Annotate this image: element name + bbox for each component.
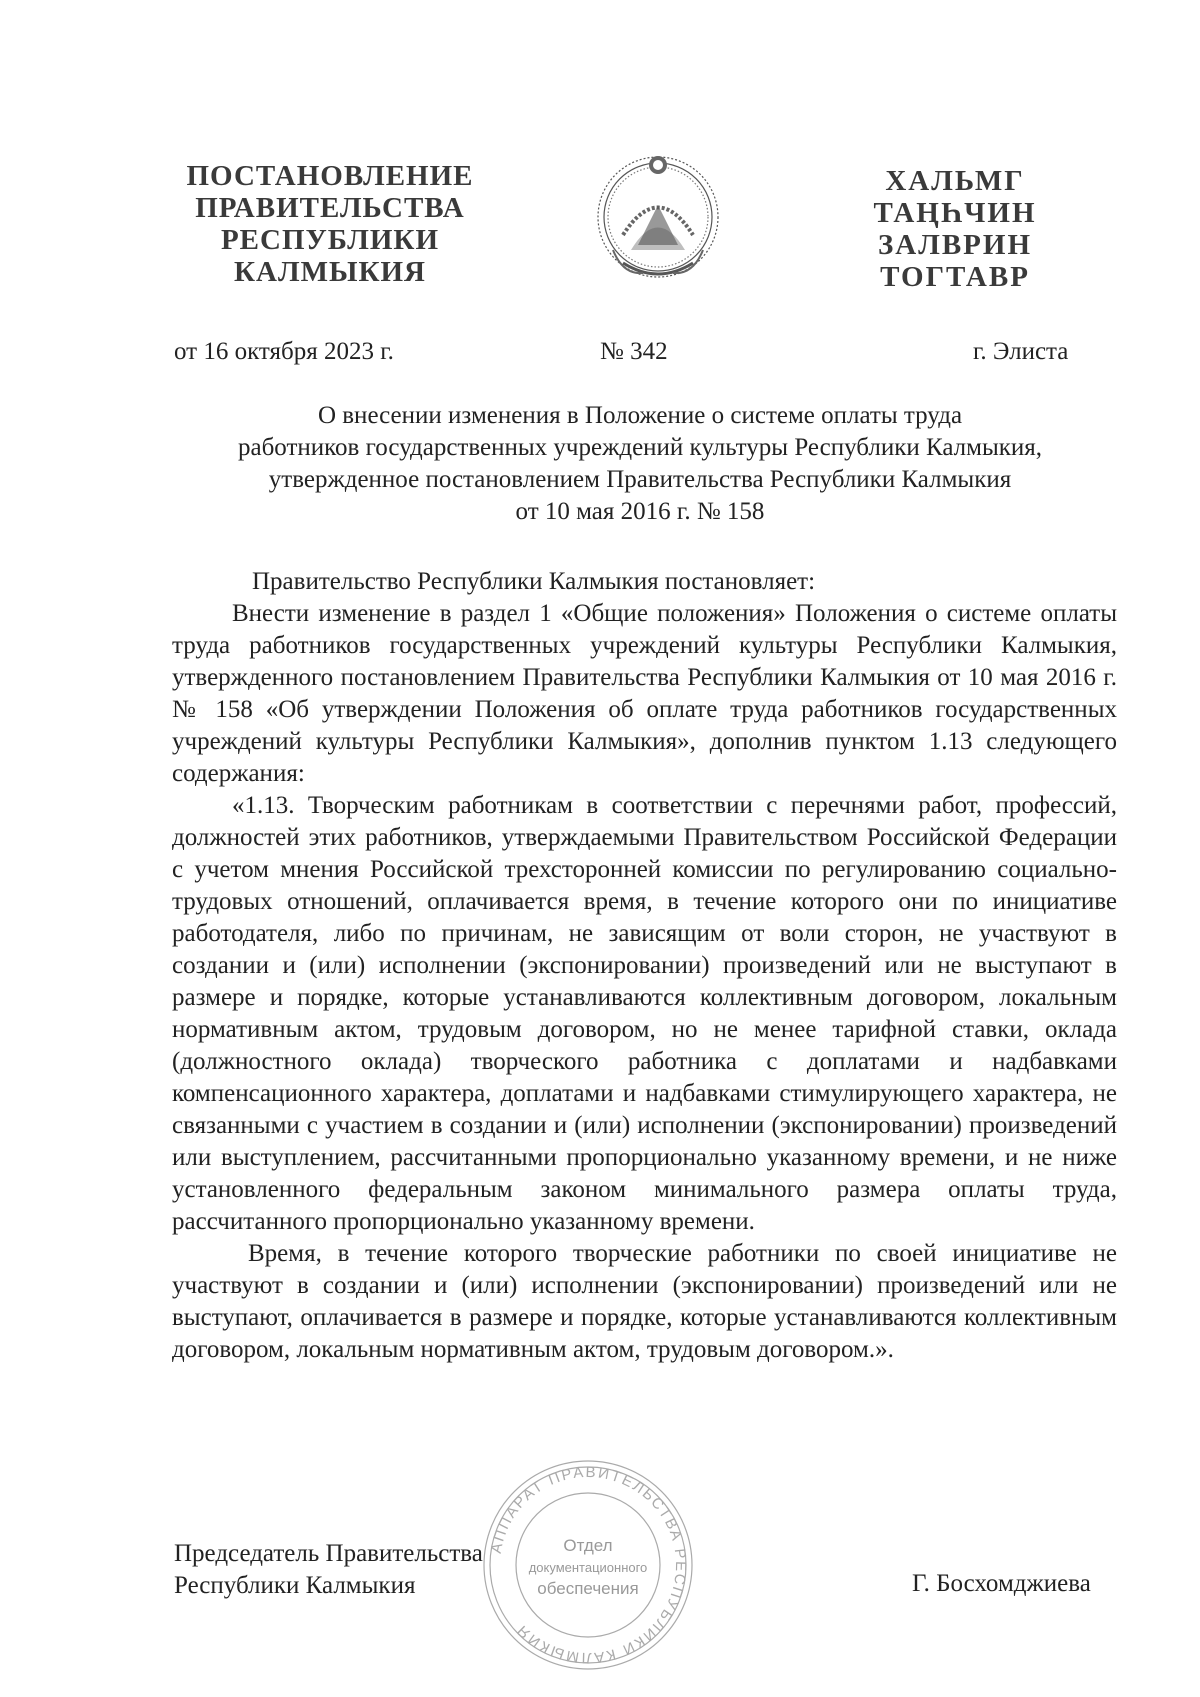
- body-paragraph-preamble: Правительство Республики Калмыкия постановляет:: [252, 568, 816, 595]
- header-kalmyk-line: ЗАЛВРИН: [877, 229, 1033, 261]
- header-russian-line: КАЛМЫКИЯ: [234, 256, 426, 288]
- official-stamp: [478, 1455, 698, 1675]
- body-paragraph-clause: «1.13. Творческим работникам в соответствии с перечнями работ, профессий, должностей этих работников, утверждаемыми Правительством Российской Федерации с учетом мнения Российской трехсторонней комиссии по регулированию социально-трудовых отношений, оплачивается время, в течение которого они по инициативе работодателя, либо по причинам, не зависящим от воли сторон, не участвуют в создании и (или) исполнении (экспонировании) произведений или не выступают в размере и порядке, которые устанавливаются коллективным договором, локальным нормативным актом, трудовым договором, но не менее тарифной ставки, оклада (должностного оклада) творческого работника с доплатами и надбавками компенсационного характера, доплатами и надбавками стимулирующего характера, не связанными с участием в создании и (или) исполнении (экспонировании) произведений или выступлением, рассчитанными пропорционально указанному времени, и не ниже установленного федеральным законом минимального размера оплаты труда, рассчитанного пропорционально указанному времени.: [172, 792, 1117, 1235]
- header-kalmyk-line: ТОГТАВР: [880, 261, 1030, 293]
- signer-position: [174, 1538, 483, 1602]
- document-city: г. Элиста: [973, 338, 1069, 365]
- stamp-inner-line: документационного: [528, 1560, 648, 1575]
- signer-name: Г. Босхомджиева: [912, 1570, 1091, 1597]
- header-russian: [165, 160, 495, 288]
- signer-position-line: Председатель Правительства: [174, 1540, 483, 1567]
- header-kalmyk-line: ТАҢҺЧИН: [873, 197, 1037, 229]
- title-line: О внесении изменения в Положение о системе оплаты труда: [317, 402, 963, 429]
- header-russian-line: РЕСПУБЛИКИ: [220, 224, 440, 256]
- signer-position-line: Республики Калмыкия: [174, 1572, 416, 1599]
- title-line: утвержденное постановлением Правительства Республики Калмыкия: [268, 466, 1012, 493]
- stamp-outer-text: АППАРАТ ПРАВИТЕЛЬСТВА РЕСПУБЛИКИ КАЛМЫКИЯ: [487, 1463, 690, 1667]
- document-body: [172, 566, 1117, 1366]
- document-number: № 342: [600, 338, 668, 365]
- body-paragraph-amendment: Внести изменение в раздел 1 «Общие положения» Положения о системе оплаты труда работников государственных учреждений культуры Республики Калмыкия, утвержденного постановлением Правительства Республики Калмыкия от 10 мая 2016 г. № 158 «Об утверждении Положения об оплате труда работников государственных учреждений культуры Республики Калмыкия», дополнив пунктом 1.13 следующего содержания:: [172, 600, 1117, 787]
- title-line: от 10 мая 2016 г. № 158: [515, 498, 765, 525]
- header-kalmyk: [855, 165, 1055, 293]
- body-paragraph-clause-continuation: Время, в течение которого творческие работники по своей инициативе не участвуют в создании и (или) исполнении (экспонировании) произведений или не выступают, оплачивается в размере и порядке, которые устанавливаются коллективным договором, локальным нормативным актом, трудовым договором.».: [172, 1240, 1117, 1363]
- header-russian-line: ПОСТАНОВЛЕНИЕ: [186, 160, 474, 192]
- header-russian-line: ПРАВИТЕЛЬСТВА: [195, 192, 465, 224]
- document-title: [160, 400, 1120, 528]
- document-date: от 16 октября 2023 г.: [174, 338, 394, 365]
- title-line: работников государственных учреждений культуры Республики Калмыкия,: [237, 434, 1043, 461]
- stamp-inner-line: обеспечения: [537, 1579, 639, 1598]
- header-kalmyk-line: ХАЛЬМГ: [885, 165, 1025, 197]
- coat-of-arms-emblem: [583, 145, 733, 290]
- stamp-inner-line: Отдел: [563, 1536, 613, 1555]
